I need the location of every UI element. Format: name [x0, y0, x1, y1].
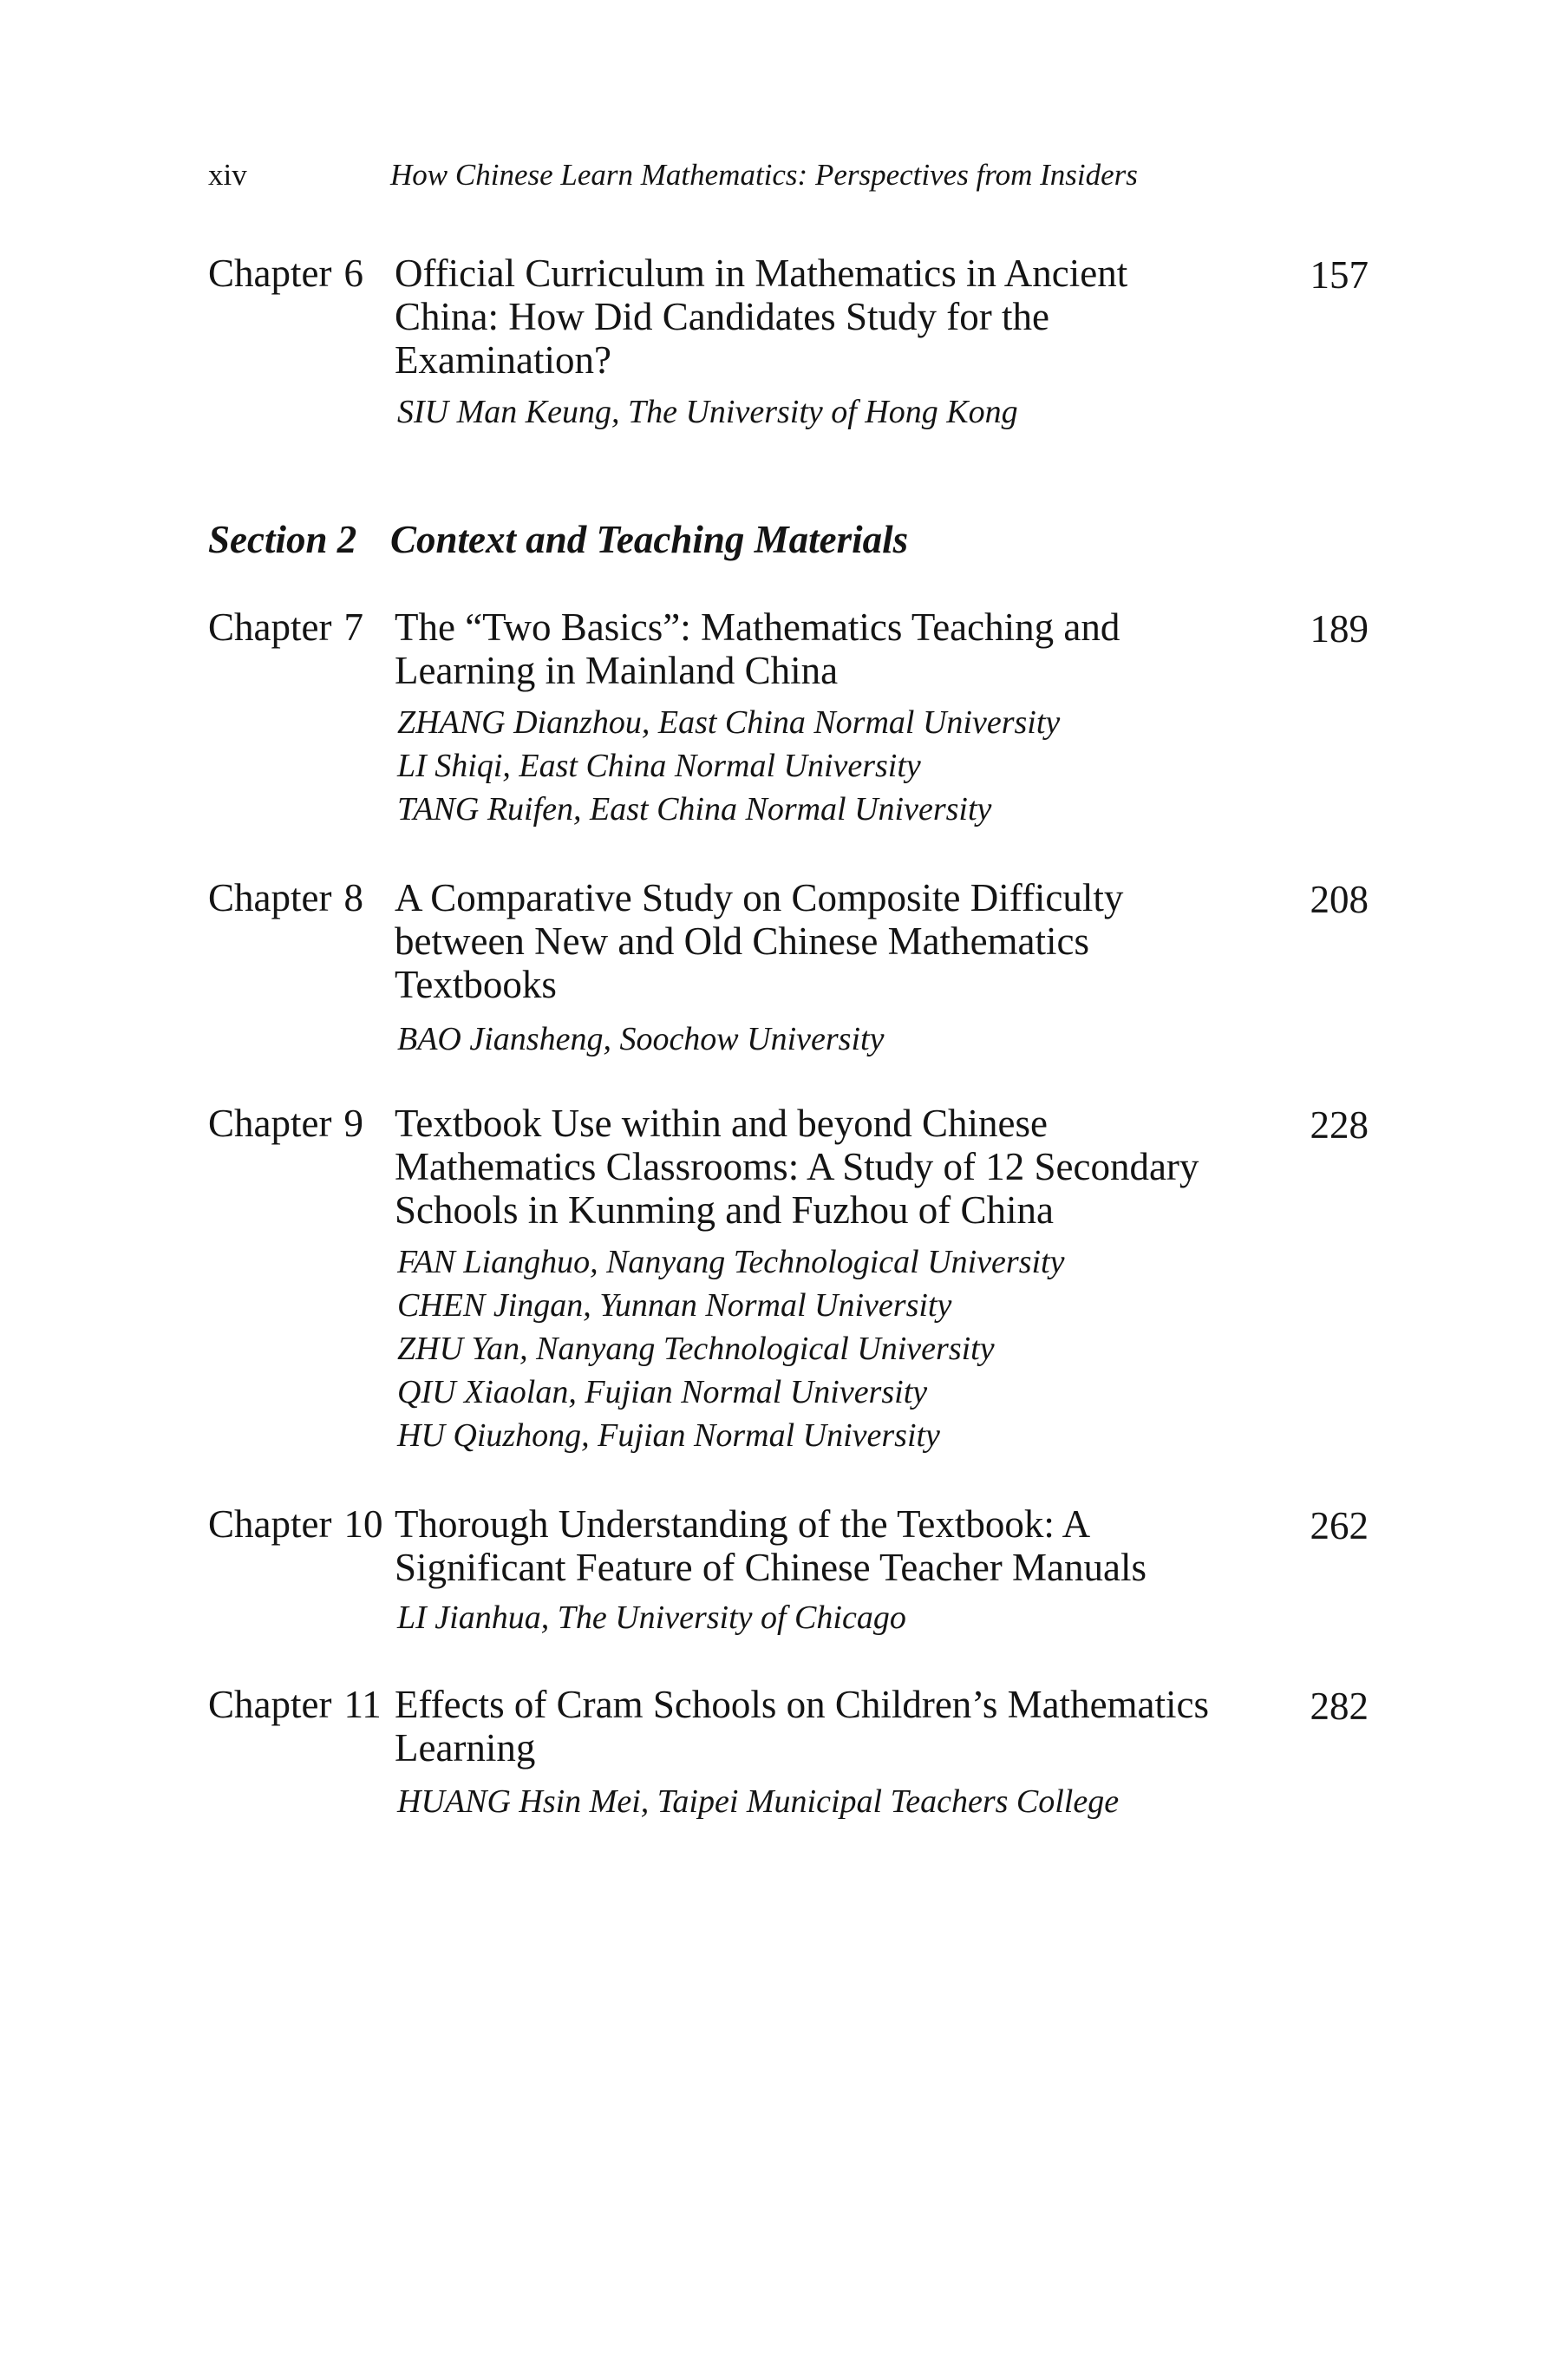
chapter-word: Chapter	[208, 876, 332, 919]
chapter-title-line: Significant Feature of Chinese Teacher Manuals	[395, 1546, 1147, 1589]
chapter-label	[208, 1502, 382, 1546]
author-line: BAO Jiansheng, Soochow University	[397, 1021, 885, 1057]
toc-entry-chapter-11	[0, 1683, 1568, 1830]
toc-entry-chapter-6	[0, 252, 1568, 451]
author-line: SIU Man Keung, The University of Hong Kong	[397, 394, 1018, 430]
chapter-label	[208, 1683, 382, 1726]
chapter-number: 6	[343, 252, 363, 295]
author-line: ZHU Yan, Nanyang Technological University	[397, 1331, 995, 1367]
chapter-authors	[397, 701, 1060, 831]
chapter-title-line: Thorough Understanding of the Textbook: A	[395, 1502, 1091, 1546]
chapter-title-line: The “Two Basics”: Mathematics Teaching and	[395, 605, 1120, 649]
chapter-word: Chapter	[208, 1683, 332, 1726]
toc-entry-chapter-10	[0, 1502, 1568, 1650]
chapter-title-line: Effects of Cram Schools on Children’s Mathematics	[395, 1683, 1210, 1726]
chapter-title	[395, 1502, 1245, 1589]
toc-entry-chapter-9	[0, 1102, 1568, 1466]
section-label: Section 2	[208, 518, 357, 561]
author-line: LI Shiqi, East China Normal University	[397, 748, 921, 784]
chapter-authors	[397, 1017, 884, 1061]
chapter-number: 7	[343, 605, 363, 649]
chapter-authors	[397, 1780, 1119, 1823]
author-line: HUANG Hsin Mei, Taipei Municipal Teachers College	[397, 1783, 1120, 1820]
chapter-title	[395, 1683, 1245, 1770]
chapter-authors	[397, 1596, 906, 1639]
chapter-number: 10	[343, 1502, 383, 1546]
chapter-number: 8	[343, 876, 363, 919]
chapter-title	[395, 876, 1245, 1006]
chapter-title	[395, 605, 1245, 692]
chapter-number: 11	[343, 1683, 382, 1726]
chapter-title-line: China: How Did Candidates Study for the	[395, 295, 1049, 338]
header-page-number: xiv	[208, 158, 247, 192]
chapter-page-number: 208	[1310, 878, 1369, 921]
toc-entry-chapter-8	[0, 876, 1568, 1067]
chapter-page-number: 228	[1310, 1103, 1369, 1147]
chapter-authors	[397, 1240, 1064, 1457]
chapter-title	[395, 252, 1245, 382]
running-header	[0, 158, 1568, 201]
chapter-page-number: 282	[1310, 1684, 1369, 1728]
author-line: ZHANG Dianzhou, East China Normal University	[397, 704, 1061, 741]
chapter-title	[395, 1102, 1245, 1232]
chapter-title-line: Learning in Mainland China	[395, 649, 839, 692]
toc-entry-chapter-7	[0, 605, 1568, 840]
author-line: FAN Lianghuo, Nanyang Technological University	[397, 1244, 1065, 1280]
chapter-number: 9	[343, 1102, 363, 1145]
chapter-title-line: Official Curriculum in Mathematics in Ancient	[395, 252, 1128, 295]
chapter-title-line: Textbook Use within and beyond Chinese	[395, 1102, 1048, 1145]
chapter-label	[208, 252, 363, 295]
chapter-label	[208, 876, 363, 919]
chapter-word: Chapter	[208, 252, 332, 295]
author-line: LI Jianhua, The University of Chicago	[397, 1599, 906, 1636]
chapter-title-line: Learning	[395, 1726, 536, 1770]
author-line: QIU Xiaolan, Fujian Normal University	[397, 1374, 928, 1410]
chapter-page-number: 189	[1310, 607, 1369, 651]
chapter-page-number: 157	[1310, 253, 1369, 297]
author-line: HU Qiuzhong, Fujian Normal University	[397, 1417, 940, 1454]
chapter-word: Chapter	[208, 605, 332, 649]
chapter-authors	[397, 390, 1018, 434]
section-heading	[0, 518, 1568, 566]
chapter-title-line: Schools in Kunming and Fuzhou of China	[395, 1188, 1054, 1232]
author-line: TANG Ruifen, East China Normal University	[397, 791, 992, 828]
chapter-label	[208, 605, 363, 649]
chapter-title-line: between New and Old Chinese Mathematics	[395, 919, 1090, 963]
chapter-title-line: Textbooks	[395, 963, 557, 1006]
header-book-title: How Chinese Learn Mathematics: Perspectives from Insiders	[390, 158, 1138, 192]
author-line: CHEN Jingan, Yunnan Normal University	[397, 1287, 952, 1324]
chapter-title-line: Mathematics Classrooms: A Study of 12 Secondary	[395, 1145, 1199, 1188]
chapter-title-line: Examination?	[395, 338, 611, 382]
chapter-word: Chapter	[208, 1102, 332, 1145]
chapter-label	[208, 1102, 363, 1145]
section-title: Context and Teaching Materials	[390, 518, 909, 561]
chapter-title-line: A Comparative Study on Composite Difficulty	[395, 876, 1124, 919]
chapter-page-number: 262	[1310, 1504, 1369, 1547]
chapter-word: Chapter	[208, 1502, 332, 1546]
